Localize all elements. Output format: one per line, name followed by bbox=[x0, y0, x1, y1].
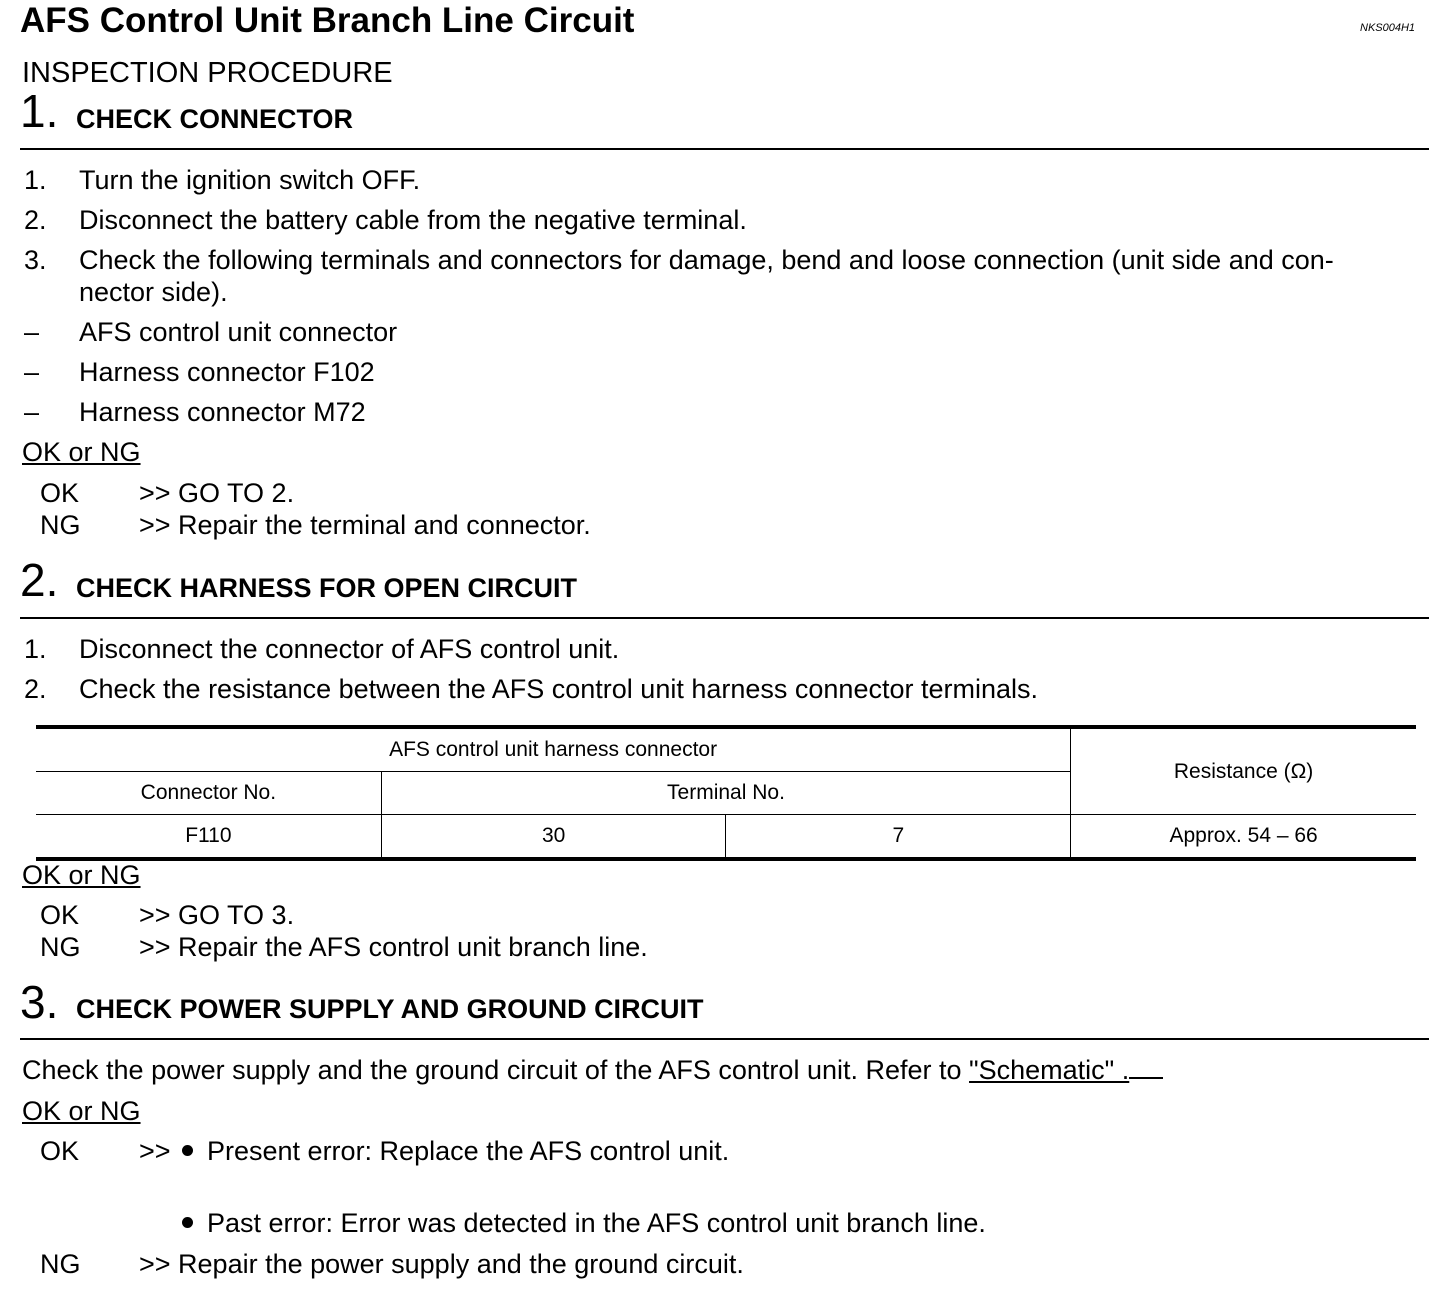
step-1-number: 1. bbox=[20, 85, 59, 137]
step-1-ng-result: >> Repair the terminal and connector. bbox=[139, 510, 591, 540]
connector-header-cell: Connector No. bbox=[36, 772, 381, 815]
step-1-ng-label: NG bbox=[40, 510, 81, 540]
step-2-ng-result: >> Repair the AFS control unit branch line. bbox=[139, 932, 648, 962]
step-1-item-mark: 3. bbox=[24, 245, 47, 275]
resistance-table bbox=[36, 725, 1416, 861]
bullet-icon bbox=[182, 1217, 193, 1228]
step-1-item-text: Check the following terminals and connectors for damage, bend and loose connection (unit side and con- bbox=[79, 245, 1334, 275]
connector-cell: F110 bbox=[36, 815, 381, 860]
step-1-divider bbox=[20, 148, 1429, 150]
terminal-header-cell: Terminal No. bbox=[381, 772, 1070, 815]
step-2-title: CHECK HARNESS FOR OPEN CIRCUIT bbox=[76, 573, 578, 603]
step-3-ok-bullet-item bbox=[182, 1207, 986, 1239]
step-3-ng-label: NG bbox=[40, 1249, 81, 1279]
bullet-icon bbox=[182, 1145, 193, 1156]
step-2-ng-label: NG bbox=[40, 932, 81, 962]
step-2-divider bbox=[20, 617, 1429, 619]
step-2-ok-ng-heading: OK or NG bbox=[22, 860, 141, 890]
link-underline-tail bbox=[1129, 1057, 1163, 1079]
step-3-ok-bullet-text: Present error: Replace the AFS control unit. bbox=[207, 1136, 730, 1166]
step-1-ok-label: OK bbox=[40, 478, 80, 508]
step-2-item-text: Disconnect the connector of AFS control unit. bbox=[79, 634, 620, 664]
section-subtitle: INSPECTION PROCEDURE bbox=[22, 57, 393, 89]
step-3-ok-arrow: >> bbox=[139, 1136, 171, 1166]
step-1-ok-ng-heading: OK or NG bbox=[22, 437, 141, 467]
step-1-item-text: Turn the ignition switch OFF. bbox=[79, 165, 421, 195]
step-1-title: CHECK CONNECTOR bbox=[76, 104, 354, 134]
step-1-item-text: Harness connector F102 bbox=[79, 357, 375, 387]
step-1-item-mark: 2. bbox=[24, 205, 47, 235]
terminal-a-cell: 30 bbox=[381, 815, 726, 860]
step-1-item-text-continued: nector side). bbox=[79, 277, 228, 307]
step-3-ok-bullet-text: Past error: Error was detected in the AFS control unit branch line. bbox=[207, 1208, 986, 1238]
step-1-item-text: Harness connector M72 bbox=[79, 397, 366, 427]
step-2-item-mark: 1. bbox=[24, 634, 47, 664]
step-3-body bbox=[22, 1054, 1163, 1086]
step-3-divider bbox=[20, 1038, 1429, 1040]
step-2-ok-label: OK bbox=[40, 900, 80, 930]
step-1-item-mark: – bbox=[24, 397, 40, 427]
step-1-item-mark: 1. bbox=[24, 165, 47, 195]
terminal-b-cell: 7 bbox=[726, 815, 1071, 860]
table-header-row bbox=[36, 727, 1416, 772]
step-3-ok-bullet-item bbox=[182, 1135, 729, 1167]
resistance-header-cell: Resistance (Ω) bbox=[1071, 727, 1416, 815]
page-title: AFS Control Unit Branch Line Circuit bbox=[20, 1, 635, 40]
step-1-item-mark: – bbox=[24, 357, 40, 387]
step-2-item-text: Check the resistance between the AFS control unit harness connector terminals. bbox=[79, 674, 1039, 704]
group-header-cell: AFS control unit harness connector bbox=[36, 727, 1071, 772]
step-3-ok-label: OK bbox=[40, 1136, 80, 1166]
step-3-ng-result: >> Repair the power supply and the ground circuit. bbox=[139, 1249, 744, 1279]
step-3-ok-ng-heading: OK or NG bbox=[22, 1096, 141, 1126]
step-1-item-mark: – bbox=[24, 317, 40, 347]
step-3-number: 3. bbox=[20, 976, 59, 1028]
schematic-link[interactable]: "Schematic" . bbox=[969, 1055, 1130, 1085]
step-2-ok-result: >> GO TO 3. bbox=[139, 900, 295, 930]
step-2-number: 2. bbox=[20, 554, 59, 606]
step-3-title: CHECK POWER SUPPLY AND GROUND CIRCUIT bbox=[76, 994, 704, 1024]
step-1-ok-result: >> GO TO 2. bbox=[139, 478, 295, 508]
resistance-cell: Approx. 54 – 66 bbox=[1071, 815, 1416, 860]
step-1-item-text: AFS control unit connector bbox=[79, 317, 398, 347]
step-1-item-text: Disconnect the battery cable from the negative terminal. bbox=[79, 205, 747, 235]
step-3-body-text: Check the power supply and the ground circuit of the AFS control unit. Refer to bbox=[22, 1055, 970, 1085]
document-id: NKS004H1 bbox=[1360, 22, 1416, 34]
table-row bbox=[36, 815, 1416, 860]
step-2-item-mark: 2. bbox=[24, 674, 47, 704]
